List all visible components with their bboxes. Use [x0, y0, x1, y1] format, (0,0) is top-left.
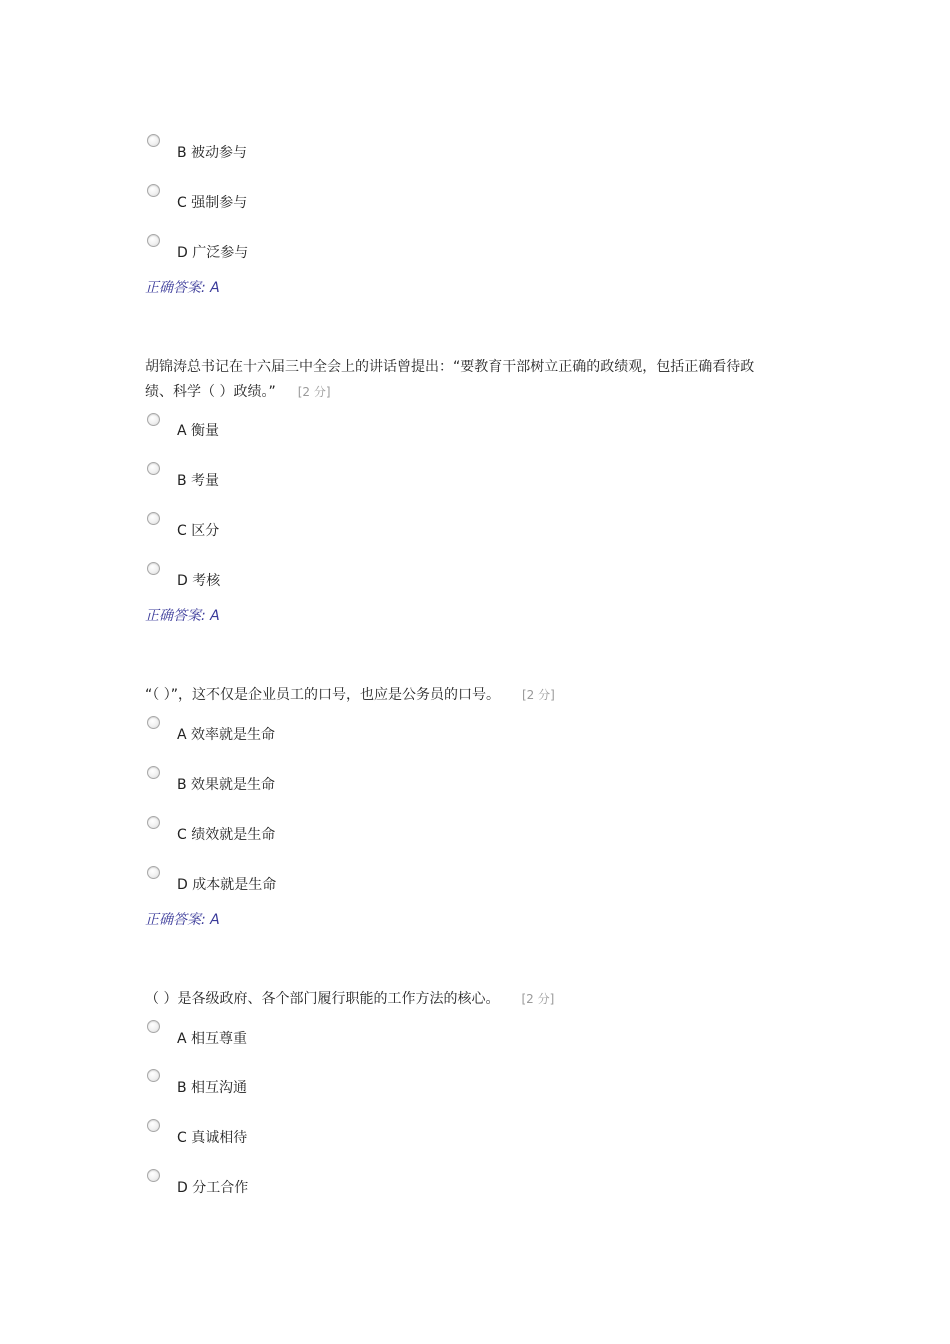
option-b-radio[interactable] — [147, 1069, 160, 1082]
question-score: [2 分] — [521, 992, 555, 1006]
option-d-radio[interactable] — [147, 866, 160, 879]
option-d-label: D 考核 — [177, 573, 221, 589]
option-a-radio[interactable] — [147, 716, 160, 729]
option-c-label: C 真诚相待 — [177, 1130, 248, 1146]
correct-answer: 正确答案: A — [145, 912, 220, 928]
question-text: （ ）是各级政府、各个部门履行职能的工作方法的核心。 [2 分] — [145, 991, 555, 1007]
question-score: [2 分] — [521, 688, 555, 702]
correct-answer: 正确答案: A — [145, 280, 220, 296]
option-a-radio[interactable] — [147, 413, 160, 426]
option-c-radio[interactable] — [147, 184, 160, 197]
correct-answer: 正确答案: A — [145, 608, 220, 624]
option-c-radio[interactable] — [147, 1119, 160, 1132]
option-b-radio[interactable] — [147, 462, 160, 475]
option-a-radio[interactable] — [147, 1020, 160, 1033]
option-b-label: B 效果就是生命 — [177, 777, 276, 793]
option-d-radio[interactable] — [147, 1169, 160, 1182]
option-d-label: D 广泛参与 — [177, 245, 249, 261]
question-text-line: 绩、科学（ ）政绩。” [2 分] — [145, 384, 331, 400]
option-a-label: A 效率就是生命 — [177, 727, 276, 743]
option-c-label: C 强制参与 — [177, 195, 248, 211]
option-b-label: B 考量 — [177, 473, 220, 489]
option-c-radio[interactable] — [147, 512, 160, 525]
option-a-label: A 衡量 — [177, 423, 220, 439]
option-b-label: B 被动参与 — [177, 145, 248, 161]
option-c-label: C 区分 — [177, 523, 220, 539]
question-text-line: 胡锦涛总书记在十六届三中全会上的讲话曾提出：“要教育干部树立正确的政绩观，包括正确看待政 — [145, 359, 755, 375]
option-c-radio[interactable] — [147, 816, 160, 829]
option-b-radio[interactable] — [147, 134, 160, 147]
question-text — [145, 355, 795, 405]
option-d-radio[interactable] — [147, 234, 160, 247]
option-b-label: B 相互沟通 — [177, 1080, 248, 1096]
option-a-label: A 相互尊重 — [177, 1031, 248, 1047]
option-d-label: D 分工合作 — [177, 1180, 249, 1196]
option-d-radio[interactable] — [147, 562, 160, 575]
question-text: “（ ）”，这不仅是企业员工的口号，也应是公务员的口号。 [2 分] — [145, 687, 555, 703]
option-d-label: D 成本就是生命 — [177, 877, 277, 893]
option-c-label: C 绩效就是生命 — [177, 827, 276, 843]
question-score: [2 分] — [297, 385, 331, 399]
option-b-radio[interactable] — [147, 766, 160, 779]
